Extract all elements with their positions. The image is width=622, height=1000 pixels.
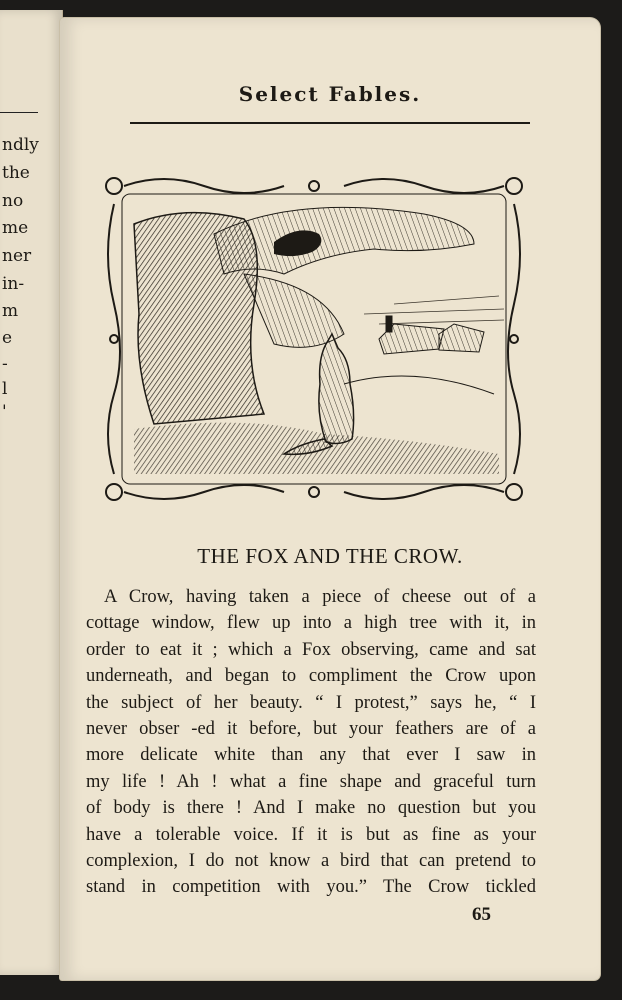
left-page-fragment: l <box>2 379 8 399</box>
body-line: never obser -ed it before, but your feathers are of a <box>86 718 536 739</box>
left-page-fragment: ndly <box>2 135 39 155</box>
fox-and-crow-engraving <box>94 164 534 514</box>
fable-title: THE FOX AND THE CROW. <box>197 544 463 568</box>
left-page-fragment: no <box>2 191 24 211</box>
body-line: of body is there ! And I make no question but you <box>86 798 536 819</box>
body-line: stand in competition with you.” The Crow tickled <box>86 877 536 898</box>
farmhouse <box>379 316 484 354</box>
left-page-fragment: m <box>2 301 19 321</box>
body-line: underneath, and began to compliment the Crow upon <box>86 666 536 687</box>
fable-body <box>86 584 536 901</box>
left-page-fragment: in- <box>2 274 25 294</box>
left-page-fragment: ' <box>2 402 7 422</box>
body-line: more delicate white than any that ever I saw in <box>86 745 536 766</box>
left-page-fragment: the <box>2 163 30 183</box>
body-line: my life ! Ah ! what a fine shape and graceful turn <box>86 771 536 792</box>
body-line: cottage window, flew up into a high tree with it, in <box>86 613 536 634</box>
body-line: the subject of her beauty. “ I protest,” says he, “ I <box>86 692 536 713</box>
body-line: order to eat it ; which a Fox observing, came and sat <box>86 639 536 660</box>
body-line: have a tolerable voice. If it is but as fine as your <box>86 824 536 845</box>
running-head: Select Fables. <box>238 82 422 106</box>
left-page-fragment: ner <box>2 246 32 266</box>
left-page-rule <box>0 112 38 113</box>
body-line: A Crow, having taken a piece of cheese out of a <box>104 587 536 607</box>
page-number: 65 <box>472 904 491 925</box>
header-rule <box>130 122 530 124</box>
left-page-fragment: e <box>2 328 13 348</box>
left-page-edge <box>0 10 63 975</box>
book-page <box>60 18 600 980</box>
left-page-fragment: - <box>2 354 8 374</box>
left-page-fragment: me <box>2 218 29 238</box>
body-line: complexion, I do not know a bird that can pretend to <box>86 850 536 871</box>
